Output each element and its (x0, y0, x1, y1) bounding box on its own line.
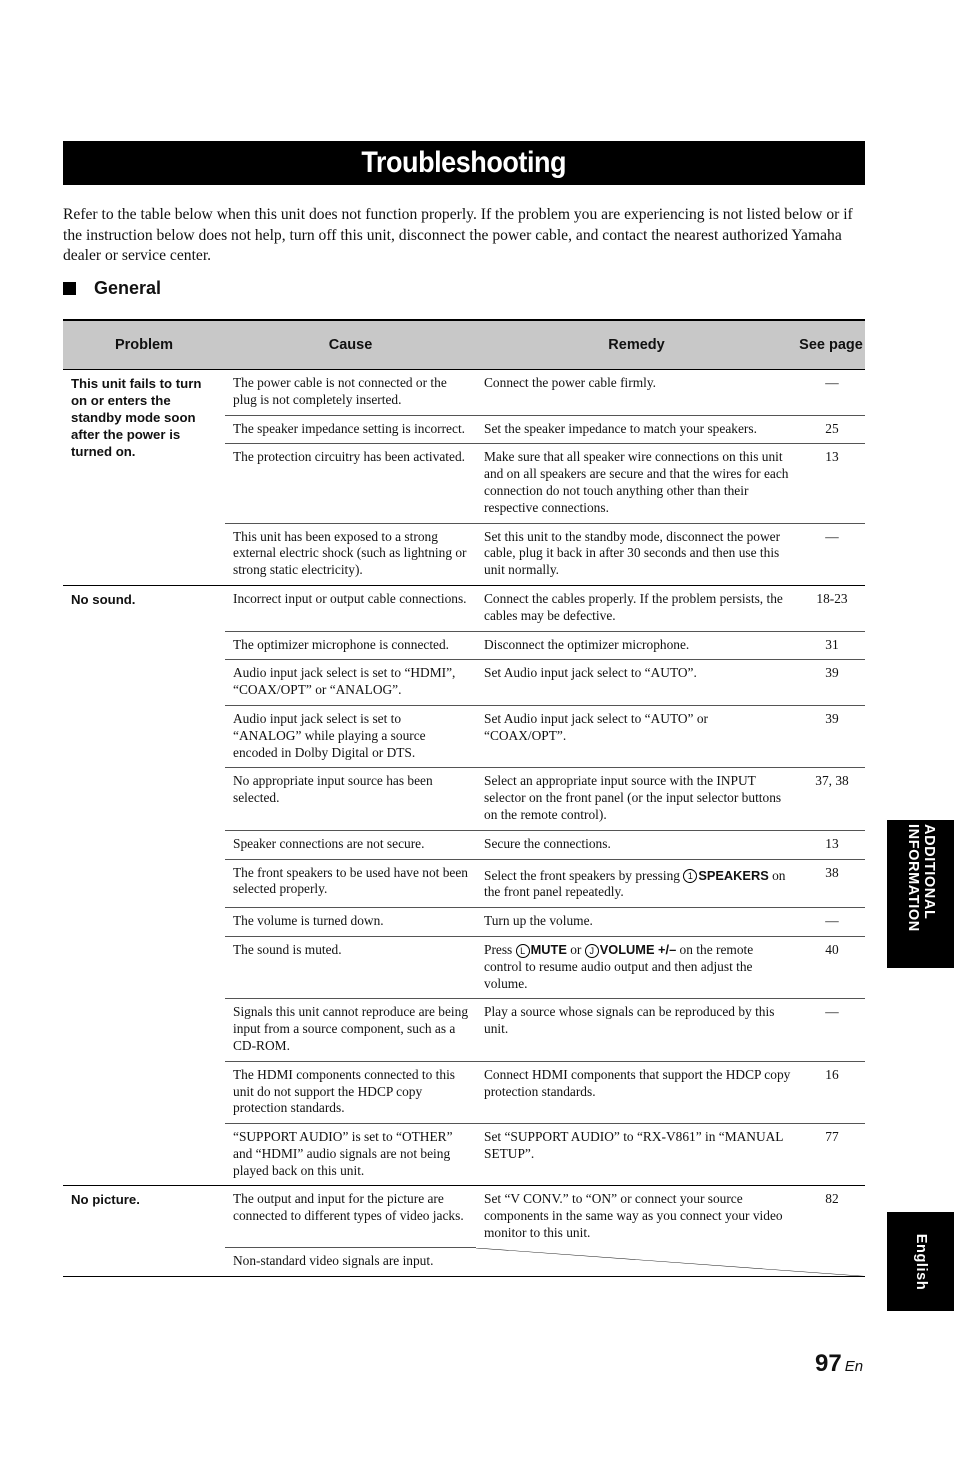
page-language: En (844, 1358, 864, 1375)
cause-cell: Non-standard video signals are input. (225, 1248, 476, 1277)
diagonal-line (476, 1248, 865, 1276)
cause-cell: The power cable is not connected or the plug is not completely inserted. (225, 370, 476, 416)
cause-cell: The output and input for the picture are connected to different types of video jacks. (225, 1186, 476, 1248)
page-cell: 16 (797, 1061, 865, 1123)
remedy-cell: Make sure that all speaker wire connections on this unit and on all speakers are secure and that the wires for each connection do not touch anything other than their respective connections. (476, 444, 797, 523)
page-cell: 31 (797, 631, 865, 660)
mute-key-label: MUTE (530, 941, 567, 957)
speakers-key-label: SPEAKERS (698, 867, 769, 883)
remedy-cell: Set “SUPPORT AUDIO” to “RX-V861” in “MANUAL SETUP”. (476, 1124, 797, 1186)
remedy-cell: Set this unit to the standby mode, disconnect the power cable, plug it back in after 30 seconds and then use this unit normally. (476, 523, 797, 585)
page-cell: 77 (797, 1124, 865, 1186)
button-number-1-icon: 1 (683, 869, 697, 883)
cause-cell: “SUPPORT AUDIO” is set to “OTHER” and “HDMI” audio signals are not being played back on this unit. (225, 1124, 476, 1186)
button-letter-l-icon: L (516, 944, 530, 958)
cause-cell: Audio input jack select is set to “ANALOG” while playing a source encoded in Dolby Digital or DTS. (225, 705, 476, 767)
cause-cell: Speaker connections are not secure. (225, 830, 476, 859)
page-cell: 40 (797, 936, 865, 998)
page-cell: 82 (797, 1186, 865, 1248)
page-cell: 13 (797, 830, 865, 859)
problem-cell: No picture. (63, 1186, 225, 1277)
table-header-row (63, 320, 865, 370)
side-tab-label: ADDITIONAL INFORMATION (904, 824, 937, 932)
page-cell: 39 (797, 660, 865, 706)
remedy-text: Press (484, 941, 516, 957)
square-bullet-icon (63, 282, 76, 295)
remedy-text: on the front panel repeatedly. (484, 867, 786, 900)
page-number (815, 1350, 863, 1378)
button-letter-j-icon: J (585, 944, 599, 958)
remedy-cell: Connect the cables properly. If the problem persists, the cables may be defective. (476, 585, 797, 631)
header-cause: Cause (225, 320, 476, 370)
page-cell: — (797, 523, 865, 585)
side-tab-additional-information (887, 820, 954, 968)
remedy-cell (476, 936, 797, 998)
side-tab-english (887, 1212, 954, 1311)
remedy-cell: Secure the connections. (476, 830, 797, 859)
cause-cell: The front speakers to be used have not been selected properly. (225, 859, 476, 908)
volume-key-label: VOLUME +/– (599, 941, 677, 957)
table-row (63, 585, 865, 631)
troubleshooting-table (63, 319, 865, 1277)
cause-cell: No appropriate input source has been selected. (225, 768, 476, 830)
page-cell: 39 (797, 705, 865, 767)
empty-remedy-cell (476, 1248, 865, 1277)
remedy-text: or (566, 941, 585, 957)
table-row (63, 1186, 865, 1248)
remedy-cell: Set the speaker impedance to match your speakers. (476, 415, 797, 444)
remedy-cell (476, 859, 797, 908)
cause-cell: The protection circuitry has been activated. (225, 444, 476, 523)
header-remedy: Remedy (476, 320, 797, 370)
page-cell: — (797, 370, 865, 416)
page-cell: — (797, 999, 865, 1061)
remedy-cell: Select an appropriate input source with the INPUT selector on the front panel (or the input selector buttons on the remote control). (476, 768, 797, 830)
header-see-page: See page (797, 320, 865, 370)
cause-cell: The optimizer microphone is connected. (225, 631, 476, 660)
remedy-cell: Set Audio input jack select to “AUTO” or “COAX/OPT”. (476, 705, 797, 767)
section-title: General (94, 278, 162, 298)
table-row (63, 370, 865, 416)
cause-cell: The speaker impedance setting is incorrect. (225, 415, 476, 444)
cause-cell: Incorrect input or output cable connections. (225, 585, 476, 631)
page-cell: 25 (797, 415, 865, 444)
problem-cell: This unit fails to turn on or enters the standby mode soon after the power is turned on. (63, 370, 225, 586)
cause-cell: This unit has been exposed to a strong external electric shock (such as lightning or strong static electricity). (225, 523, 476, 585)
remedy-cell: Connect HDMI components that support the HDCP copy protection standards. (476, 1061, 797, 1123)
header-problem: Problem (63, 320, 225, 370)
problem-cell: No sound. (63, 585, 225, 1186)
title-banner (63, 141, 865, 185)
cause-cell: Signals this unit cannot reproduce are being input from a source component, such as a CD-ROM. (225, 999, 476, 1061)
cause-cell: The sound is muted. (225, 936, 476, 998)
page-cell: — (797, 908, 865, 937)
section-heading (63, 278, 161, 299)
remedy-text: on the remote control to resume audio output and then adjust the volume. (484, 941, 754, 991)
page-cell: 37, 38 (797, 768, 865, 830)
remedy-text: Select the front speakers by pressing (484, 867, 684, 883)
page-title: Troubleshooting (361, 146, 567, 179)
cause-cell: Audio input jack select is set to “HDMI”, “COAX/OPT” or “ANALOG”. (225, 660, 476, 706)
page-cell: 38 (797, 859, 865, 908)
remedy-cell: Set “V CONV.” to “ON” or connect your source components in the same way as you connect your video monitor to this unit. (476, 1186, 797, 1248)
remedy-cell: Set Audio input jack select to “AUTO”. (476, 660, 797, 706)
remedy-cell: Connect the power cable firmly. (476, 370, 797, 416)
remedy-cell: Play a source whose signals can be reproduced by this unit. (476, 999, 797, 1061)
side-tab-label: English (912, 1233, 929, 1290)
page-cell: 18-23 (797, 585, 865, 631)
remedy-cell: Disconnect the optimizer microphone. (476, 631, 797, 660)
remedy-cell: Turn up the volume. (476, 908, 797, 937)
cause-cell: The HDMI components connected to this unit do not support the HDCP copy protection standards. (225, 1061, 476, 1123)
intro-paragraph: Refer to the table below when this unit does not function properly. If the problem you are experiencing is not listed below or if the instruction below does not help, turn off this unit, disconnect the power cable, and contact the nearest authorized Yamaha dealer or service center. (63, 206, 853, 264)
page-number-value: 97 (815, 1350, 842, 1377)
page-cell: 13 (797, 444, 865, 523)
cause-cell: The volume is turned down. (225, 908, 476, 937)
